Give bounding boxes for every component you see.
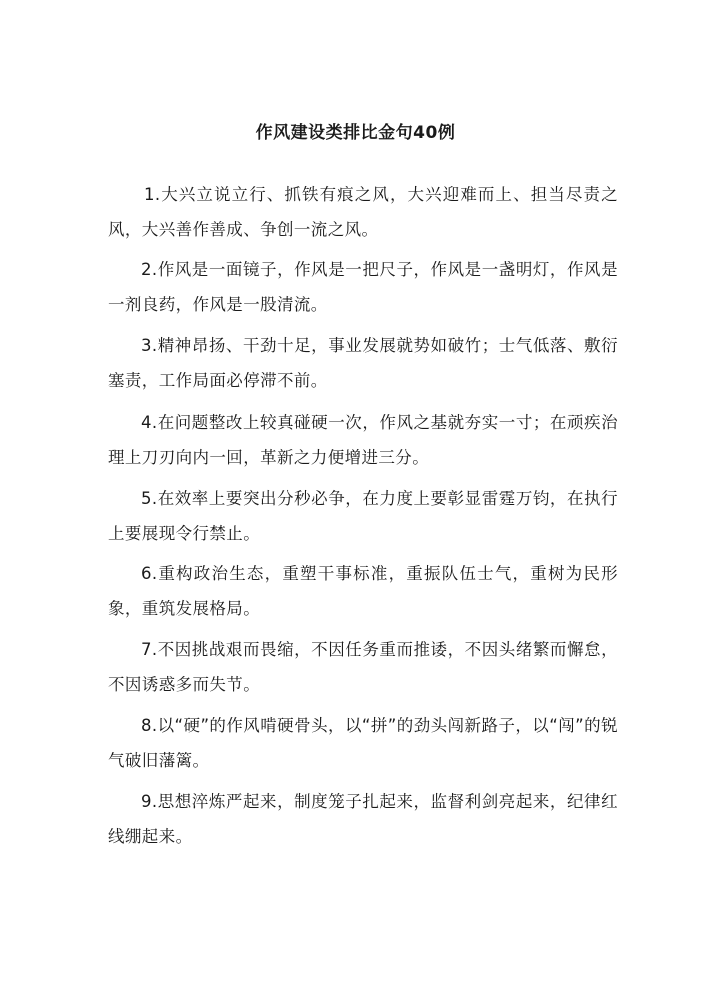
paragraph-6: 6.重构政治生态，重塑干事标准，重振队伍士气，重树为民形象，重筑发展格局。 [108,563,618,618]
paragraph-5: 5.在效率上要突出分秒必争，在力度上要彰显雷霆万钧，在执行上要展现令行禁止。 [108,488,618,543]
paragraph-2: 2.作风是一面镜子，作风是一把尺子，作风是一盏明灯，作风是一剂良药，作风是一股清流。 [108,259,618,314]
paragraph-4: 4.在问题整改上较真碰硬一次，作风之基就夯实一寸；在顽疾治理上刀刃向内一回，革新之力便增进三分。 [108,412,618,467]
paragraph-7: 7.不因挑战艰而畏缩，不因任务重而推诿，不因头绪繁而懈怠，不因诱惑多而失节。 [108,639,618,694]
paragraph-8: 8.以“硬”的作风啃硬骨头，以“拼”的劲头闯新路子，以“闯”的锐气破旧藩篱。 [108,715,618,770]
paragraph-1: 1.大兴立说立行、抓铁有痕之风，大兴迎难而上、担当尽责之风，大兴善作善成、争创一流之风。 [108,184,618,239]
document-title: 作风建设类排比金句40例 [255,123,456,143]
paragraph-3: 3.精神昂扬、干劲十足，事业发展就势如破竹；士气低落、敷衍塞责，工作局面必停滞不前。 [108,335,618,390]
paragraph-9: 9.思想淬炼严起来，制度笼子扎起来，监督利剑亮起来，纪律红线绷起来。 [108,791,618,846]
